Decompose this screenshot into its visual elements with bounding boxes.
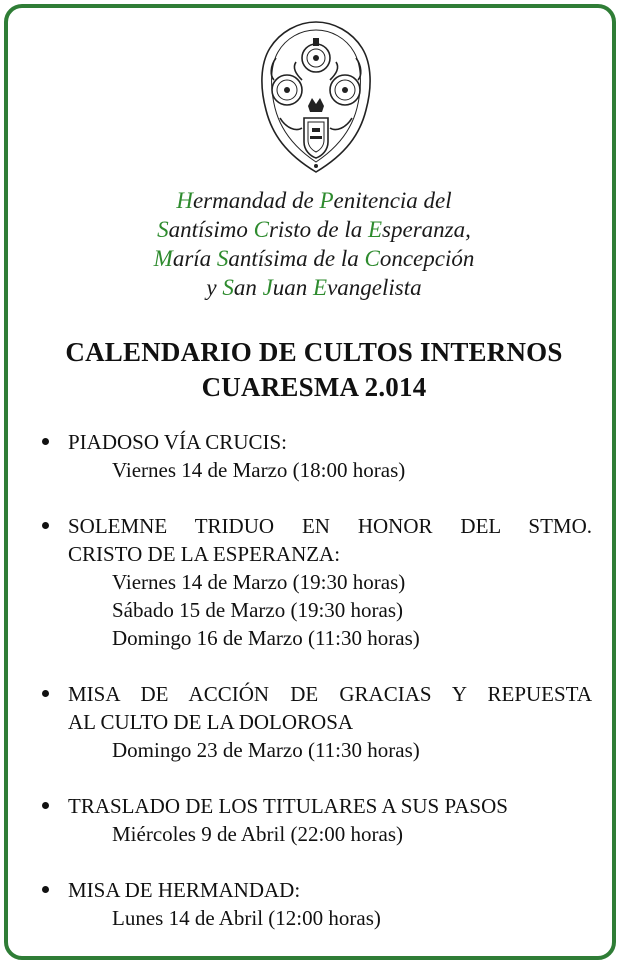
initial-capital: H (176, 188, 193, 213)
name-text: an (233, 275, 263, 300)
name-text: y (206, 275, 223, 300)
name-text: vangelista (327, 275, 422, 300)
event-date: Domingo 23 de Marzo (11:30 horas) (112, 738, 420, 762)
event-title: SOLEMNE TRIDUO EN HONOR DEL STMO. (68, 514, 592, 538)
brotherhood-crest-icon (256, 18, 376, 176)
name-text: antísima de la (228, 246, 365, 271)
event-date: Sábado 15 de Marzo (19:30 horas) (112, 598, 404, 622)
name-text: ermandad de (192, 188, 320, 213)
event-item (40, 792, 592, 848)
initial-capital: S (222, 275, 234, 300)
page-frame (4, 4, 616, 960)
event-item (40, 512, 592, 652)
event-item (40, 680, 592, 764)
event-title: CRISTO DE LA ESPERANZA: (68, 542, 341, 566)
name-text: oncepción (379, 246, 475, 271)
event-date: Viernes 14 de Marzo (19:30 horas) (112, 570, 406, 594)
initial-capital: E (367, 217, 383, 242)
initial-capital: S (157, 217, 169, 242)
bullet-icon (42, 802, 49, 809)
event-title: MISA DE ACCIÓN DE GRACIAS Y REPUESTA (68, 682, 592, 706)
name-text: risto de la (268, 217, 368, 242)
name-text: aría (172, 246, 217, 271)
name-text: antísimo (168, 217, 254, 242)
name-text: enitencia del (333, 188, 452, 213)
initial-capital: C (253, 217, 269, 242)
bullet-icon (42, 886, 49, 893)
event-date: Miércoles 9 de Abril (22:00 horas) (112, 822, 404, 846)
event-title: TRASLADO DE LOS TITULARES A SUS PASOS (68, 794, 508, 818)
name-text: speranza, (382, 217, 471, 242)
brotherhood-line-3 (8, 244, 620, 273)
brotherhood-line-2 (8, 215, 620, 244)
brotherhood-name (8, 186, 620, 302)
event-title: PIADOSO VÍA CRUCIS: (68, 430, 287, 454)
initial-capital: M (153, 246, 173, 271)
title-line-2: CUARESMA 2.014 (201, 372, 427, 402)
initial-capital: J (262, 275, 273, 300)
brotherhood-line-1 (8, 186, 620, 215)
name-text: uan (272, 275, 314, 300)
page-title (8, 335, 620, 405)
event-item (40, 428, 592, 484)
initial-capital: E (313, 275, 328, 300)
brotherhood-line-4 (8, 273, 620, 302)
bullet-icon (42, 690, 49, 697)
initial-capital: P (319, 188, 334, 213)
event-list (40, 428, 592, 960)
bullet-icon (42, 438, 49, 445)
event-item (40, 876, 592, 932)
bullet-icon (42, 522, 49, 529)
event-title: MISA DE HERMANDAD: (68, 878, 301, 902)
event-title: AL CULTO DE LA DOLOROSA (68, 710, 354, 734)
event-date: Viernes 14 de Marzo (18:00 horas) (112, 458, 406, 482)
event-date: Domingo 16 de Marzo (11:30 horas) (112, 626, 420, 650)
event-date: Lunes 14 de Abril (12:00 horas) (112, 906, 381, 930)
initial-capital: C (364, 246, 380, 271)
title-line-1: CALENDARIO DE CULTOS INTERNOS (65, 337, 563, 367)
initial-capital: S (216, 246, 229, 271)
